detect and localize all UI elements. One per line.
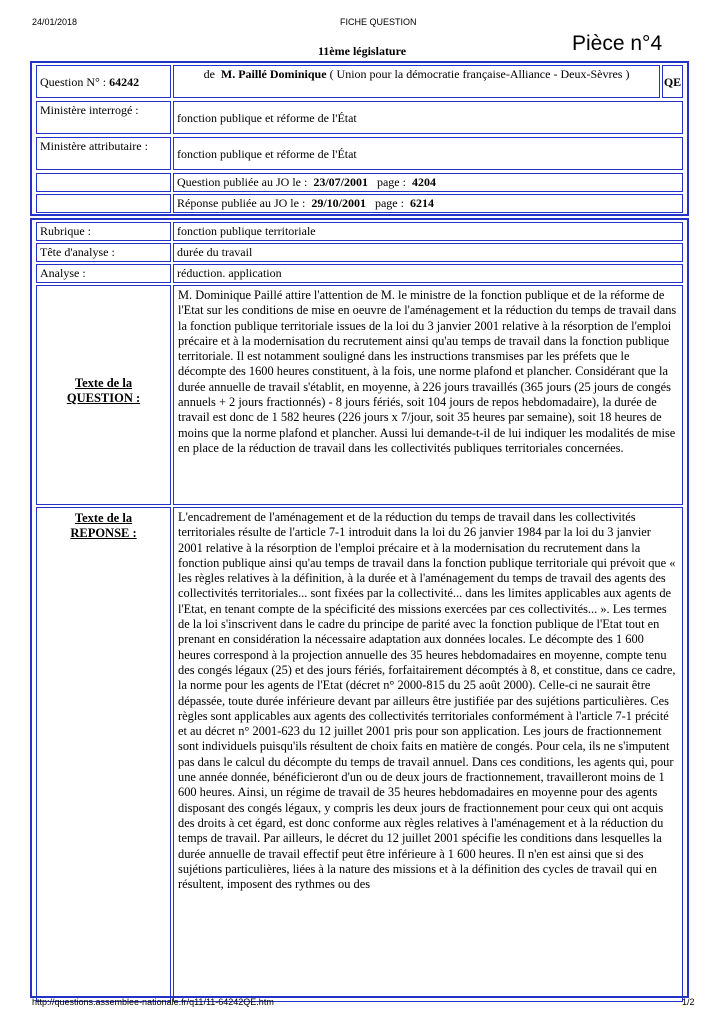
analyse-row <box>34 264 685 283</box>
tete-analyse-label: Tête d'analyse : <box>36 243 171 262</box>
reponse-text-label-line1: Texte de la <box>74 511 133 525</box>
reponse-text: L'encadrement de l'aménagement et de la réduction du temps de travail dans les collectivités territoriales résulte de l'article 7-1 introduit dans la loi du 26 janvier 1984 par la loi du 3 janvier 2001 relative à la résorption de l'emploi précaire et à la modernisation du recrutement dans la fonction publique ainsi qu'au temps de travail dans la fonction publique territoriale qui prévoit que « les règles relatives à la définition, à la durée et à l'aménagement du temps de travail des agents des collectivités territoriales... sont fixées par la collectivité... dans les limites applicables aux agents de l'Etat, en tenant compte de la spécificité des missions exercées par ces collectivités... ». Les termes de la loi s'inscrivent dans le cadre du principe de parité avec la fonction publique de l'Etat tout en prenant en considération la nécessaire adaptation aux données locales. Le décompte des 1 600 heures correspond à la projection annuelle des 35 heures hebdomadaires en moyenne, compte tenu des congés légaux (25) et des jours fériés, forfaitairement décomptés à 8, et constitue, dans ce cadre, la norme pour les agents de l'Etat (décret n° 2000-815 du 25 août 2000). Celle-ci ne saurait être dépassée, toute durée inférieure devant par ailleurs être justifiée par des sujétions particulières. Ces règles sont applicables aux agents des collectivités territoriales conformément à l'article 7-1 précité et au décret n° 2001-623 du 12 juillet 2001 pris pour son application. Les jours de fractionnement sont individuels puisqu'ils résultent de choix faits en matière de congés. Pour cela, ils ne s'imputent pas dans le calcul du décompte du temps de travail annuel. Dans ces conditions, les agents qui, pour une année donnée, bénéficieront d'un ou de deux jours de fractionnement, travailleront moins de 1 600 heures. Ainsi, un régime de travail de 35 heures hebdomadaires en moyenne pour des agents disposant des congés légaux, y compris les deux jours de fractionnement pour ceux qui ont acquis des droits à cet égard, est donc conforme aux règles relatives à l'aménagement et à la réduction du temps de travail. Par ailleurs, le décret du 12 juillet 2001 spécifie les conditions dans lesquelles la durée annuelle de travail effectif peut être inférieure à 1 600 heures. Il n'en est ainsi que si des sujétions particulières, liées à la nature des missions et à la définition des cycles de travail qui en résultent, imposent des rythmes ou des <box>173 507 683 1002</box>
author-party: ( Union pour la démocratie française-Alliance - Deux-Sèvres ) <box>329 67 630 81</box>
reponse-text-row <box>34 507 685 1002</box>
reponse-text-label <box>36 507 171 1002</box>
question-text-label <box>36 285 171 505</box>
question-number-row <box>34 65 685 98</box>
author-cell <box>173 65 660 98</box>
reponse-publication-row <box>34 194 685 213</box>
empty-cell <box>36 173 171 192</box>
reponse-published-label: Réponse publiée au JO le : <box>177 196 306 210</box>
reponse-page-label: page : <box>374 196 404 210</box>
page-url: http://questions.assemblee-nationale.fr/q11/11-64242QE.htm <box>32 997 274 1007</box>
tete-analyse-row <box>34 243 685 262</box>
rubrique-row <box>34 222 685 241</box>
question-published-label: Question publiée au JO le : <box>177 175 308 189</box>
question-text-row <box>34 285 685 505</box>
author-name: M. Paillé Dominique <box>220 67 327 81</box>
question-text-label-line1: Texte de la <box>74 376 133 390</box>
question-number: 64242 <box>109 75 140 89</box>
rubrique-value: fonction publique territoriale <box>173 222 683 241</box>
ministere-interroge-value: fonction publique et réforme de l'État <box>173 101 683 134</box>
reponse-publication-cell <box>173 194 683 213</box>
question-number-label: Question N° : <box>40 75 107 89</box>
reponse-published-date: 29/10/2001 <box>311 196 366 210</box>
reponse-text-label-line2: REPONSE : <box>70 526 137 540</box>
question-number-cell <box>36 65 171 98</box>
ministere-interroge-row <box>34 101 685 134</box>
ministere-interroge-label: Ministère interrogé : <box>36 101 171 134</box>
question-text-label-line2: QUESTION : <box>66 391 141 405</box>
content-block <box>30 218 689 998</box>
page-number: 1/2 <box>682 997 695 1007</box>
analyse-label: Analyse : <box>36 264 171 283</box>
empty-cell <box>36 194 171 213</box>
question-page-label: page : <box>376 175 406 189</box>
question-type-badge: QE <box>662 65 683 98</box>
question-text: M. Dominique Paillé attire l'attention de M. le ministre de la fonction publique et de la réforme de l'Etat sur les conditions de mise en oeuvre de l'aménagement et la réduction du temps de travail dans la fonction publique territoriale issues de la loi du 3 janvier 2001 relative à la résorption de l'emploi précaire et à la modernisation du recrutement ainsi qu'au temps de travail dans la fonction publique territoriale. Il est notamment souligné dans les instructions transmises par les préfets que le décompte des 1600 heures constituent, à la fois, une norme plafond et plancher. Considérant que la durée annuelle de travail s'établit, en moyenne, à 226 jours travaillés (365 jours (25 jours de congés annuels + 2 jours fractionnés) - 8 jours fériés, soit 104 jours de repos hebdomadaire), la durée de travail est donc de 1 582 heures (226 jours x 7/jour, soit 35 heures par semaine), soit 18 heures de moins que la norme plafond et plancher. Aussi lui demande-t-il de lui indiquer les modalités de mise en place de la réduction de travail dans les collectivités publiques territoriales concernées. <box>173 285 683 505</box>
question-publication-row <box>34 173 685 192</box>
tete-analyse-value: durée du travail <box>173 243 683 262</box>
print-date: 24/01/2018 <box>32 17 78 27</box>
reponse-page-number: 6214 <box>409 196 434 210</box>
ministere-attributaire-label: Ministère attributaire : <box>36 137 171 170</box>
ministere-attributaire-row <box>34 137 685 170</box>
de-label: de <box>203 67 215 81</box>
question-page-number: 4204 <box>411 175 436 189</box>
question-publication-cell <box>173 173 683 192</box>
legislature-heading: 11ème législature <box>317 44 407 58</box>
question-id-block <box>30 61 689 216</box>
analyse-value: réduction. application <box>173 264 683 283</box>
question-published-date: 23/07/2001 <box>313 175 368 189</box>
rubrique-label: Rubrique : <box>36 222 171 241</box>
print-title: FICHE QUESTION <box>340 17 417 27</box>
ministere-attributaire-value: fonction publique et réforme de l'État <box>173 137 683 170</box>
piece-stamp: Pièce n°4 <box>572 32 663 55</box>
